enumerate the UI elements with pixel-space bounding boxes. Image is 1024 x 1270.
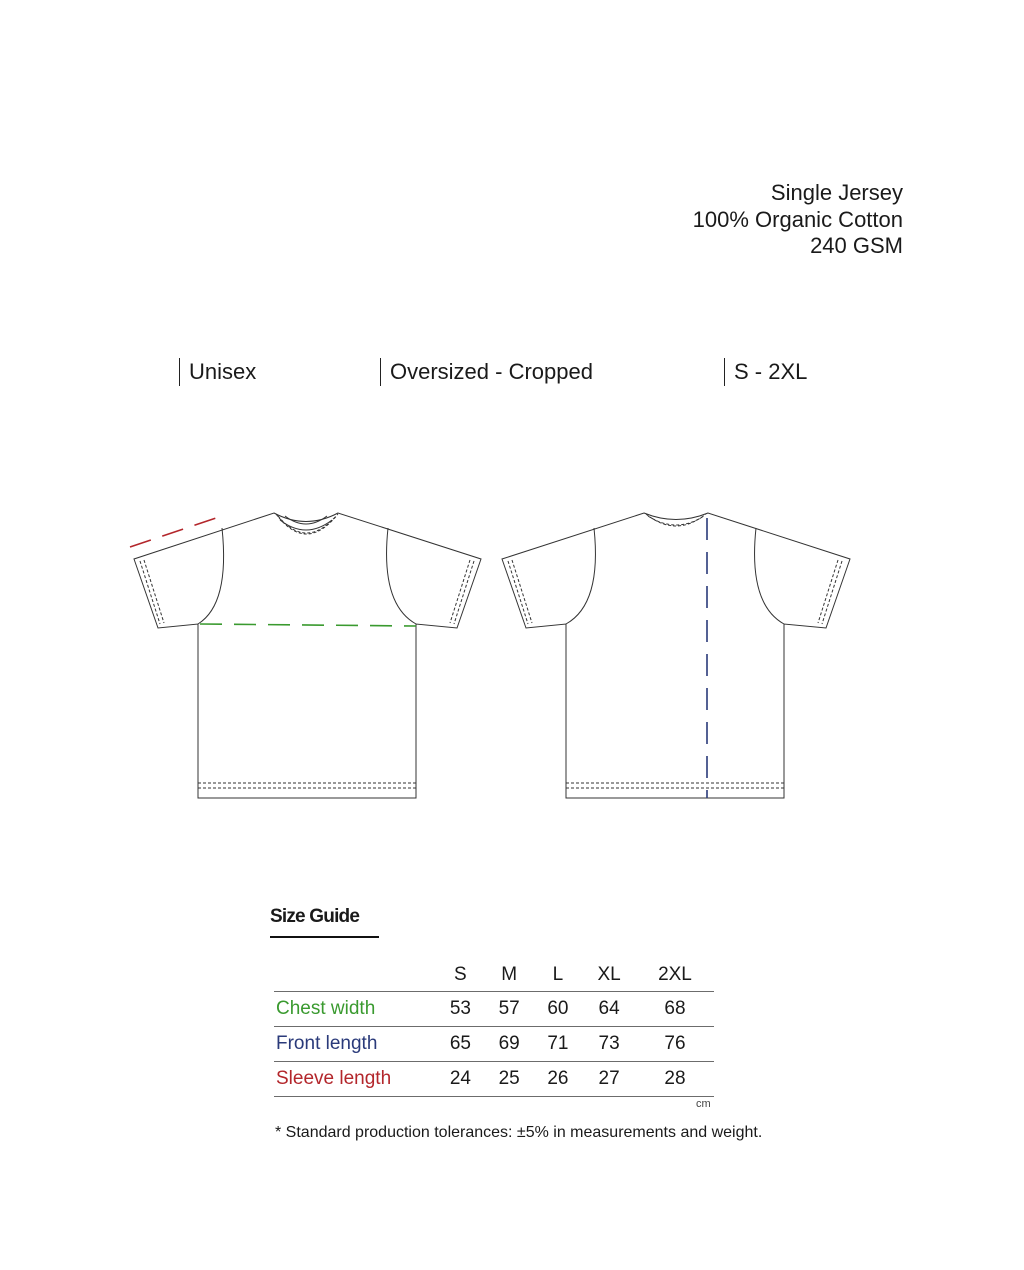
tshirt-front-drawing xyxy=(134,513,481,798)
header-size-xl: XL xyxy=(597,963,621,985)
product-tags xyxy=(0,358,1024,388)
table-cell: 65 xyxy=(436,1027,485,1062)
table-cell: 69 xyxy=(485,1027,534,1062)
back-outline xyxy=(502,513,850,798)
row-label-sleeve: Sleeve length xyxy=(274,1062,436,1097)
tshirt-drawings xyxy=(0,495,1024,815)
fabric-composition: 100% Organic Cotton xyxy=(692,206,903,232)
table-row xyxy=(274,1062,714,1097)
row-label-front: Front length xyxy=(274,1027,436,1062)
header-size-2xl: 2XL xyxy=(658,963,692,985)
table-cell: 28 xyxy=(636,1062,714,1097)
table-cell: 64 xyxy=(582,992,636,1027)
tshirt-back-drawing xyxy=(502,513,850,798)
table-cell: 76 xyxy=(636,1027,714,1062)
table-cell: 68 xyxy=(636,992,714,1027)
tolerance-note: * Standard production tolerances: ±5% in measurements and weight. xyxy=(275,1124,763,1141)
table-cell: 27 xyxy=(582,1062,636,1097)
front-right-armhole xyxy=(387,528,416,624)
fabric-type: Single Jersey xyxy=(770,180,903,205)
table-row xyxy=(274,1027,714,1062)
tag-gender: Unisex xyxy=(179,358,256,386)
chest-width-indicator xyxy=(200,624,416,626)
size-guide-table xyxy=(274,958,714,1097)
table-row xyxy=(274,992,714,1027)
tag-fit: Oversized - Cropped xyxy=(380,358,593,386)
back-left-armhole xyxy=(566,528,595,624)
sleeve-length-indicator xyxy=(130,516,222,547)
table-cell: 73 xyxy=(582,1027,636,1062)
table-cell: 57 xyxy=(485,992,534,1027)
front-left-armhole xyxy=(198,528,224,624)
header-size-l: L xyxy=(552,963,564,985)
back-right-armhole xyxy=(755,528,784,624)
table-header-row xyxy=(274,958,714,992)
row-label-chest: Chest width xyxy=(274,992,436,1027)
size-guide-title: Size Guide xyxy=(270,906,379,938)
header-size-s: S xyxy=(454,963,467,985)
table-cell: 26 xyxy=(534,1062,583,1097)
table-cell: 53 xyxy=(436,992,485,1027)
table-cell: 60 xyxy=(534,992,583,1027)
fabric-weight: 240 GSM xyxy=(810,233,903,258)
table-cell: 25 xyxy=(485,1062,534,1097)
front-outline xyxy=(134,513,481,798)
header-size-m: M xyxy=(501,963,518,985)
header-blank xyxy=(274,958,436,992)
tag-sizes: S - 2XL xyxy=(724,358,807,386)
unit-label: cm xyxy=(696,1098,711,1110)
fabric-specs xyxy=(693,180,903,260)
table-cell: 71 xyxy=(534,1027,583,1062)
table-cell: 24 xyxy=(436,1062,485,1097)
